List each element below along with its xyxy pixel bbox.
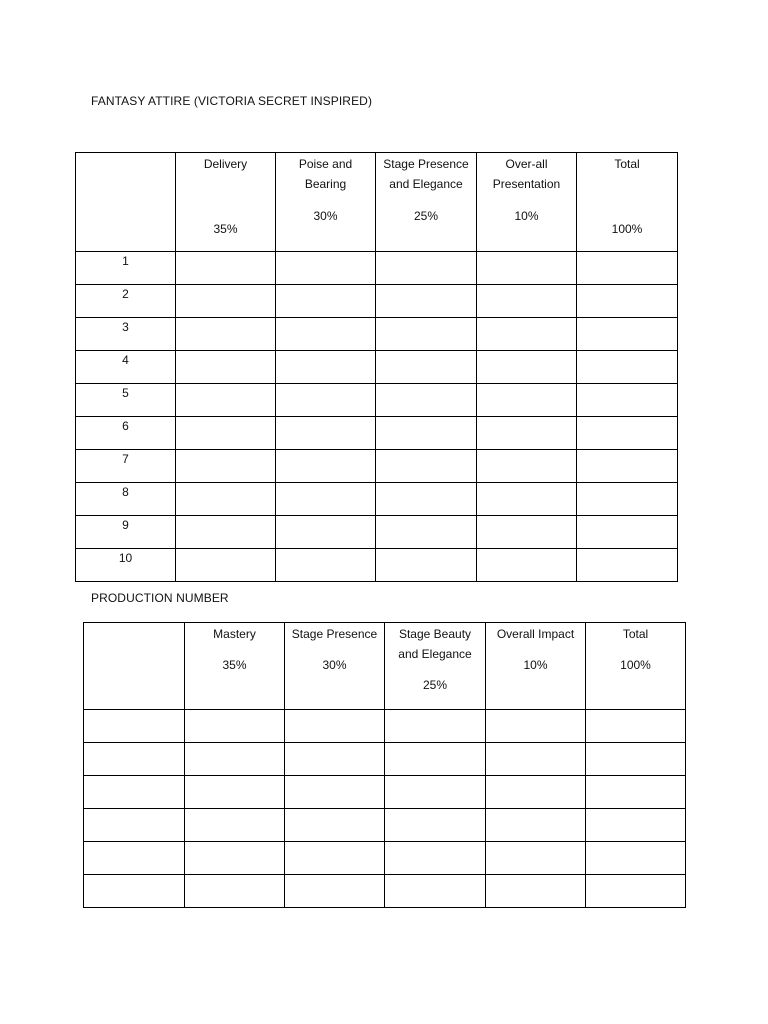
header-cell-stage-beauty-and-elegance (385, 623, 486, 710)
fantasy-attire-score-table (75, 152, 678, 582)
table-row (84, 875, 686, 908)
score-cell[interactable] (285, 875, 385, 908)
header-cell-overall-impact (486, 623, 586, 710)
column-label: Stage Beauty and Elegance (398, 627, 472, 661)
score-cell[interactable] (477, 252, 577, 285)
score-cell[interactable] (486, 842, 586, 875)
score-cell[interactable] (586, 710, 686, 743)
score-cell[interactable] (176, 252, 276, 285)
table-header-row (84, 623, 686, 710)
score-cell[interactable] (477, 417, 577, 450)
column-percent: 25% (422, 678, 448, 692)
table-row (76, 516, 678, 549)
column-percent: 35% (222, 658, 247, 672)
score-cell[interactable] (276, 450, 376, 483)
score-cell[interactable] (477, 351, 577, 384)
score-cell[interactable] (276, 351, 376, 384)
score-cell[interactable] (276, 285, 376, 318)
score-cell[interactable] (185, 776, 285, 809)
column-label: Delivery (203, 157, 248, 171)
score-cell[interactable] (376, 318, 477, 351)
score-cell[interactable] (176, 516, 276, 549)
score-cell[interactable] (276, 417, 376, 450)
score-cell[interactable] (376, 417, 477, 450)
table-row (76, 384, 678, 417)
header-cell-total (577, 153, 678, 252)
score-cell[interactable] (276, 549, 376, 582)
column-percent: 35% (213, 222, 238, 236)
column-percent: 10% (514, 209, 539, 223)
row-number (84, 809, 185, 842)
score-cell[interactable] (176, 417, 276, 450)
column-label: Stage Presence (291, 627, 378, 641)
column-label: Mastery (213, 627, 256, 641)
score-cell[interactable] (285, 776, 385, 809)
table-header-row (76, 153, 678, 252)
header-cell-stage-presence (285, 623, 385, 710)
table-row (76, 549, 678, 582)
row-number: 4 (76, 351, 176, 384)
score-cell[interactable] (486, 776, 586, 809)
score-cell[interactable] (385, 776, 486, 809)
column-percent: 100% (611, 222, 643, 236)
column-label: Poise and Bearing (298, 157, 353, 191)
header-cell-stage-presence-and-elegance (376, 153, 477, 252)
score-cell[interactable] (185, 710, 285, 743)
score-cell[interactable] (285, 710, 385, 743)
score-cell[interactable] (477, 285, 577, 318)
row-number: 1 (76, 252, 176, 285)
row-number (84, 842, 185, 875)
score-cell[interactable] (477, 516, 577, 549)
score-cell[interactable] (586, 842, 686, 875)
score-cell[interactable] (477, 483, 577, 516)
score-cell[interactable] (486, 875, 586, 908)
score-cell[interactable] (477, 549, 577, 582)
score-cell[interactable] (477, 450, 577, 483)
table-row (84, 842, 686, 875)
score-cell[interactable] (376, 384, 477, 417)
row-number (84, 776, 185, 809)
score-cell[interactable] (577, 450, 678, 483)
score-cell[interactable] (276, 252, 376, 285)
score-cell[interactable] (185, 842, 285, 875)
score-cell[interactable] (385, 743, 486, 776)
score-cell[interactable] (176, 318, 276, 351)
score-cell[interactable] (586, 809, 686, 842)
header-blank-cell (84, 623, 185, 710)
score-cell[interactable] (176, 285, 276, 318)
column-label: Over-all Presentation (492, 157, 561, 191)
score-cell[interactable] (176, 384, 276, 417)
row-number: 5 (76, 384, 176, 417)
header-blank-cell (76, 153, 176, 252)
production-number-score-table (83, 622, 686, 908)
score-cell[interactable] (185, 875, 285, 908)
score-cell[interactable] (385, 710, 486, 743)
score-cell[interactable] (486, 743, 586, 776)
table-row (76, 318, 678, 351)
score-cell[interactable] (176, 450, 276, 483)
score-cell[interactable] (577, 384, 678, 417)
score-cell[interactable] (577, 417, 678, 450)
header-cell-poise-and-bearing (276, 153, 376, 252)
row-number: 7 (76, 450, 176, 483)
score-cell[interactable] (376, 516, 477, 549)
score-cell[interactable] (276, 516, 376, 549)
table-row (84, 809, 686, 842)
score-cell[interactable] (376, 351, 477, 384)
row-number: 3 (76, 318, 176, 351)
score-cell[interactable] (376, 549, 477, 582)
row-number: 10 (76, 549, 176, 582)
score-cell[interactable] (276, 384, 376, 417)
score-cell[interactable] (577, 252, 678, 285)
score-cell[interactable] (276, 483, 376, 516)
table-row (76, 483, 678, 516)
score-cell[interactable] (185, 809, 285, 842)
score-cell[interactable] (385, 809, 486, 842)
column-label: Stage Presence and Elegance (383, 157, 469, 191)
score-cell[interactable] (586, 875, 686, 908)
score-cell[interactable] (486, 809, 586, 842)
header-cell-delivery (176, 153, 276, 252)
score-cell[interactable] (577, 318, 678, 351)
score-cell[interactable] (586, 743, 686, 776)
row-number: 8 (76, 483, 176, 516)
row-number (84, 710, 185, 743)
score-cell[interactable] (285, 743, 385, 776)
score-cell[interactable] (376, 285, 477, 318)
score-cell[interactable] (285, 842, 385, 875)
table-row (84, 743, 686, 776)
row-number: 6 (76, 417, 176, 450)
score-cell[interactable] (586, 776, 686, 809)
score-cell[interactable] (577, 483, 678, 516)
table-row (84, 776, 686, 809)
row-number (84, 743, 185, 776)
score-cell[interactable] (376, 483, 477, 516)
score-cell[interactable] (477, 384, 577, 417)
production-number-title: PRODUCTION NUMBER (91, 591, 229, 605)
score-cell[interactable] (385, 875, 486, 908)
table-row (76, 252, 678, 285)
score-cell[interactable] (486, 710, 586, 743)
fantasy-attire-title: FANTASY ATTIRE (VICTORIA SECRET INSPIRED) (91, 94, 373, 108)
table-row (84, 710, 686, 743)
score-cell[interactable] (577, 285, 678, 318)
score-cell[interactable] (276, 318, 376, 351)
row-number: 2 (76, 285, 176, 318)
score-cell[interactable] (376, 450, 477, 483)
column-percent: 25% (413, 209, 439, 223)
score-cell[interactable] (185, 743, 285, 776)
column-label: Total (614, 157, 640, 171)
row-number: 9 (76, 516, 176, 549)
score-cell[interactable] (376, 252, 477, 285)
score-cell[interactable] (176, 549, 276, 582)
table-row (76, 285, 678, 318)
header-cell-total (586, 623, 686, 710)
column-label: Total (622, 627, 649, 641)
table-row (76, 417, 678, 450)
column-percent: 30% (322, 658, 347, 672)
table-row (76, 351, 678, 384)
score-cell[interactable] (385, 842, 486, 875)
header-cell-over-all-presentation (477, 153, 577, 252)
column-percent: 10% (523, 658, 548, 672)
score-cell[interactable] (176, 351, 276, 384)
column-percent: 30% (313, 209, 338, 223)
header-cell-mastery (185, 623, 285, 710)
score-cell[interactable] (577, 516, 678, 549)
score-cell[interactable] (176, 483, 276, 516)
score-cell[interactable] (577, 351, 678, 384)
row-number (84, 875, 185, 908)
column-percent: 100% (620, 658, 651, 672)
score-cell[interactable] (285, 809, 385, 842)
table-row (76, 450, 678, 483)
score-cell[interactable] (577, 549, 678, 582)
score-cell[interactable] (477, 318, 577, 351)
column-label: Overall Impact (496, 627, 575, 641)
